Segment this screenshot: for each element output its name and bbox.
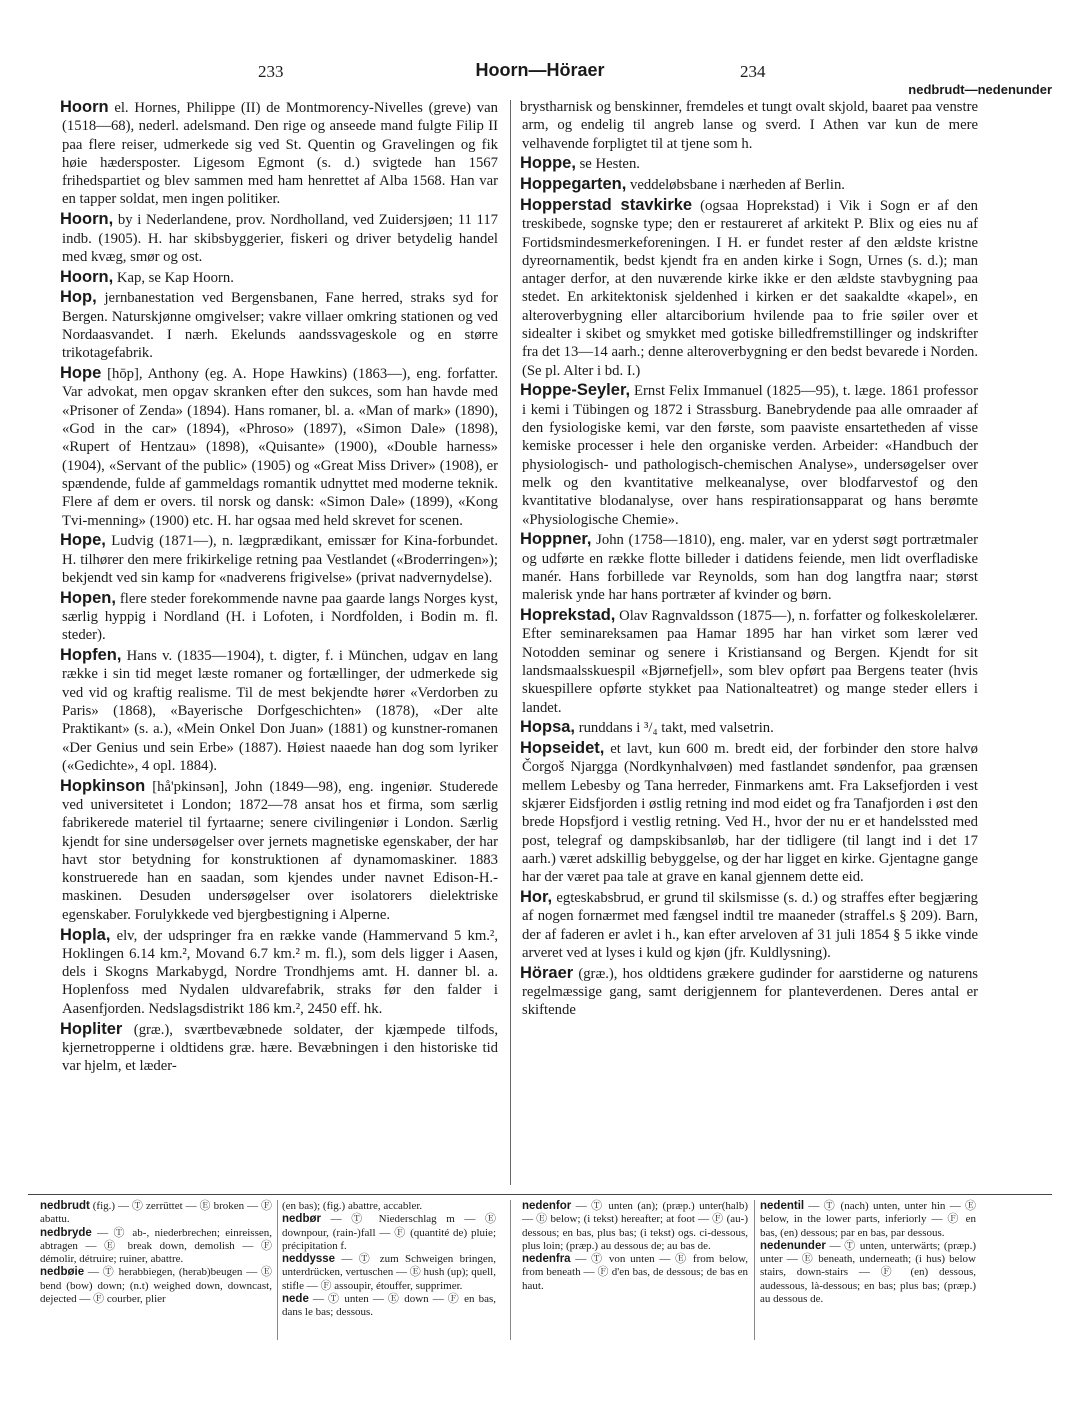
entry-headword: Hoppegarten, [520, 175, 627, 194]
entry-text: brystharnisk og benskinner, fremdeles et tungt ovalt skjold, baaret paa venstre arm, og endelig til angreb lanse og sverd. I Athen var kun de mere velhavende forpligtet til at tjene som h. [520, 99, 978, 152]
entry-text: Kap, se Kap Hoorn. [116, 269, 234, 286]
page-header [0, 60, 1080, 97]
dictionary-entry [62, 364, 498, 530]
glossary-entry [282, 1253, 496, 1293]
entry-text: Hans v. (1835—1904), t. digter, f. i München, udgav en lang række i sin tid meget læste romaner og fortællinger, der udmerkede sig ved vid og kraftig realisme. Til de mest bekjendte hører «Verdorben zu Paris» (1868), «Bayerische Dorfgeschichten» (1878), «Der alte Praktikant» (s. a.), «Mein Onkel Don Juan» (1881) og kunstner-romanen «Der Genius und sein Erbe» (1887). Høiest naaede han dog som lyriker («Gedichte», 4 opl. 1884). [62, 648, 498, 774]
dictionary-entry [522, 98, 978, 153]
dictionary-entry [62, 589, 498, 645]
dictionary-entry [522, 739, 978, 886]
glossary-divider [510, 1200, 511, 1340]
glossary-translation: — Ⓣ unten — Ⓔ down — Ⓕ en bas, dans le bas; dessous. [282, 1293, 496, 1319]
entry-headword: Höraer [520, 963, 574, 982]
glossary-translation: — Ⓣ herabbiegen, (herab)beugen — Ⓔ bend (bow) down; (n.t) weighed down, downcast, dejected — Ⓕ courber, plier [40, 1266, 272, 1306]
entry-headword: Hoppe, [520, 154, 576, 173]
entry-text: (græ.), hos oldtidens grækere gudinder for aarstiderne og naturens regelmæssige gang, samt derigjennem for planteverdenen. Deres antal er skiftende [522, 965, 979, 1019]
entry-headword: Hopkinson [60, 776, 146, 795]
entry-text: (græ.), sværtbevæbnede soldater, der kjæmpede tilfods, kjernetropperne i oldtidens græ. hære. Bevæbningen i den historiske tid var hjelm, et læder- [62, 1021, 499, 1075]
glossary-translation: — Ⓣ (nach) unten, unter hin — Ⓔ below, in the lower parts, inferiorly — Ⓕ en bas, (en) dessous; par en bas, par dessous. [760, 1200, 977, 1239]
entry-text: Ludvig (1871—), n. lægprædikant, emissær for Kina-forbundet. H. tilhører den mere frikirkelige retning paa Vestlandet («Broderringen»); bekjendt ved sin kamp for «nadverens frigivelse» (privat nadvernydelse). [62, 533, 499, 586]
glossary-word: neddysse [282, 1253, 336, 1266]
entry-headword: Hopla, [60, 925, 111, 944]
dictionary-entry [62, 926, 498, 1018]
page-number-right: 234 [740, 62, 766, 81]
entry-text: [hå'pkinsən], John (1849—98), eng. ingeniør. Studerede ved universitetet i London; 1872—78 ansat hos et firma, som særlig fabrikerede materiel til fyrtaarne; senere civilingeniør i London. Særlig kjendt for sine undersøgelser over jernets magnetiske egenskaber, der har havt stor betydning for konstruktionen af dynamomaskiner. 1883 konstruerede han en saadan, som kjendes under navnet Edison-H.-maskinen. Desuden undersøgelser over isolatorers dielektriske egenskaber. Forulykkede ved bjergbestigning i Alperne. [62, 778, 498, 923]
entry-headword: Hoorn [60, 98, 109, 116]
glossary-translation: — Ⓣ unten, unterwärts; (præp.) unter — Ⓔ beneath, underneath; (i hus) below stairs, down-stairs — Ⓕ (en) dessous, audessous, là-dessous; en bas; plus bas; (præp.) au dessous de. [760, 1239, 977, 1306]
footer-rule [28, 1194, 1052, 1195]
glossary-word: nedenfra [522, 1253, 571, 1266]
right-column [522, 98, 978, 1021]
glossary-word: nede [282, 1293, 309, 1306]
entry-text: elv, der udspringer fra en række vande (Hammervand 5 km.², Hoklingen 6.14 km.², Movand 6.7 km.² m. fl.), som dels ligger i Aasen, dels i Skogns Markabygd, Nordre Trondhjems amt. H. danner bl. a. Hoplenfoss med Nydalen uldvarefabrik, straks før den falder i Aasenfjorden. Nedslagsdistrikt 186 km.², 2450 eff. hk. [62, 927, 498, 1017]
glossary-word: nedbrudt [40, 1200, 90, 1212]
entry-text: runddans i ³/₄ takt, med valsetrin. [578, 720, 774, 737]
glossary-translation: — Ⓣ von unten — Ⓔ from below, from beneath — Ⓕ d'en bas, de dessous; de bas en haut. [522, 1253, 749, 1292]
dictionary-entry [522, 196, 978, 380]
dictionary-entry [522, 154, 978, 173]
glossary-entry [760, 1240, 976, 1306]
glossary-word: nedenunder [760, 1239, 826, 1252]
entry-text: se Hesten. [579, 156, 640, 173]
glossary-entry [522, 1200, 748, 1253]
glossary-translation: (en bas); (fig.) abattre, accabler. [282, 1200, 423, 1212]
dictionary-entry [62, 646, 498, 775]
glossary-entry [40, 1200, 272, 1227]
dictionary-entry [62, 210, 498, 266]
dictionary-entry [522, 718, 978, 737]
entry-text: et lavt, kun 600 m. bredt eid, der forbinder den store halvø Čorgoš Njargga (Nordkynhalvøen) med fastlandet søndenfor, paa grænsen mellem Lebesby og Tana herreder, Finmarkens amt. Fra Laksefjorden i vest skjærer Eidsfjorden i østlig retning ind mod eidet og fra Tanafjorden i øst den brede Hopsfjord i vestlig retning. Ved H., hvor der nu er et handelssted med post, telegraf og dampskibsanløb, har der tidligere (til langt ind i det 17 aarh.) været adskillig bebyggelse, og der har ligget en kirke. Gjentagne gange har der været paa tale at grave en kanal gjennem dette eid. [522, 741, 978, 886]
glossary-column-1 [40, 1200, 272, 1306]
glossary-divider [754, 1200, 755, 1340]
glossary-translation: — Ⓣ Niederschlag m — Ⓔ downpour, (rain-)fall — Ⓕ (quantité de) pluie; précipitation f. [282, 1213, 497, 1252]
entry-headword: Hoorn, [60, 267, 114, 286]
entry-headword: Hoppe-Seyler, [520, 381, 631, 400]
page-number-left: 233 [258, 62, 284, 81]
glossary-translation: — Ⓣ unten (an); (præp.) unter(halb) — Ⓔ below; (i tekst) hereafter; at foot — Ⓕ (au-) dessous; en bas, plus bas; (i tekst) ogs. ci-dessous, plus loin; (præp.) au dessous de; au bas de. [522, 1200, 748, 1252]
dictionary-entry [522, 888, 978, 962]
glossary-translation: (fig.) — Ⓣ zerrüttet — Ⓔ broken — Ⓕ abattu. [40, 1200, 273, 1226]
entry-text: Olav Ragnvaldsson (1875—), n. forfatter og folkeskolelærer. Efter seminareksamen paa Hamar 1895 har han virket som lærer ved Notodden seminar og senere i Kristiansand og Bergen. Kjendt for sit landsmaalsskuespil «Bjørnefjell», som blev opført paa Bergens teater (hvis skuespillere opførte stykket paa Nationalteatret) og mange steder ellers i landet. [522, 608, 978, 716]
dictionary-entry [62, 268, 498, 287]
glossary-translation: — Ⓣ ab-, niederbrechen; einreissen, abtragen — Ⓔ break down, demolish — Ⓕ démolir, détruire; ruiner, abattre. [40, 1226, 272, 1266]
entry-headword: Hopfen, [60, 646, 122, 665]
entry-text: [hōp], Anthony (eg. A. Hope Hawkins) (1863—), eng. forfatter. Var advokat, men opgav skranken efter den sukces, som han havde med «Prisoner of Zenda» (1894). Hans romaner, bl. a. «Man of mark» (1890), «God in the car» (1894), «Phroso» (1897), «Simon Dale» (1898), «Rupert of Hentzau» (1898), «Quisante» (1900), «Double harness» (1904), «Servant of the public» (1905) og «Great Miss Driver» (1908), er spændende, fulde af gammeldags romantik udnyttet med moderne teknik. Flere af dem er overs. til norsk og dansk: «Simon Dale» (1899), «Kong Tvi-menning» (1900) etc. H. har ogsaa med held skrevet for scenen. [62, 366, 499, 529]
entry-headword: Hoprekstad, [520, 606, 616, 625]
entry-headword: Hopseidet, [520, 739, 605, 758]
glossary-word: nedentil [760, 1200, 805, 1212]
entry-text: jernbanestation ved Bergensbanen, Fane herred, straks syd for Bergen. Naturskjønne omgivelser; vakre villaer omkring stationen og ved Nordaasvandet. I nærh. Ekelunds aandssvageskole og en større trikotagefabrik. [62, 290, 499, 362]
entry-text: el. Hornes, Philippe (II) de Montmorency-Nivelles (greve) van (1518—68), nederl. adelsmand. Den rige og anseede mand fulgte Filip II paa flere reiser, udmerkede sig ved St. Quentin og Gravelingen og fik høie hædersposter. Ligesom Egmont (s. d.) svigtede han 1567 frihedspartiet og blev sammen med ham henrettet af Alba 1568. Han var en tapper soldat, men ingen politiker. [62, 100, 498, 208]
dictionary-entry [62, 777, 498, 924]
entry-headword: Hopliter [60, 1019, 123, 1038]
glossary-word: nedenfor [522, 1200, 572, 1212]
dictionary-entry [522, 381, 978, 528]
entry-headword: Hope, [60, 531, 106, 550]
entry-text: flere steder forekommende navne paa gaarde langs Norges kyst, særlig hyppig i Nordland (H. i Lofoten, i Nordfolden, i Bodin m. fl. steder). [62, 590, 498, 644]
glossary-entry [522, 1253, 748, 1293]
entry-headword: Hoorn, [60, 210, 114, 229]
glossary-entry [282, 1213, 496, 1253]
entry-headword: Hoppner, [520, 530, 592, 549]
glossary-word: nedbøie [40, 1266, 85, 1279]
glossary-column-4 [760, 1200, 976, 1306]
column-divider [510, 100, 511, 1185]
entry-text: by i Nederlandene, prov. Nordholland, ved Zuidersjøen; 11 117 indb. (1905). H. har skibsbyggerier, fiskeri og driver betydelig handel med kvæg, smør og ost. [62, 212, 499, 265]
glossary-divider [277, 1200, 278, 1340]
entry-text: veddeløbsbane i nærheden af Berlin. [630, 177, 845, 194]
glossary-entry [282, 1200, 496, 1213]
entry-headword: Hor, [520, 887, 553, 906]
glossary-entry [40, 1266, 272, 1306]
glossary-column-2 [282, 1200, 496, 1320]
glossary-translation: — Ⓣ zum Schweigen bringen, unterdrücken, vertuschen — Ⓔ hush (up); quell, stifle — Ⓕ assoupir, étouffer, supprimer. [282, 1253, 496, 1292]
dictionary-entry [62, 531, 498, 587]
entry-headword: Hopen, [60, 588, 116, 607]
entry-headword: Hope [60, 364, 102, 383]
dictionary-entry [62, 1020, 498, 1076]
dictionary-entry [62, 98, 498, 209]
dictionary-entry [522, 175, 978, 194]
left-column [62, 98, 498, 1077]
entry-text: (ogsaa Hoprekstad) i Vik i Sogn er af den treskibede, sognske type; den er restaureret af arkitekt P. Blix og eies nu af Fortidsmindesmerkeforeningen. I H. er fundet rester af den ældste kristne dyreornamentik, bedst kjendt fra en anden kirke i Sogn, Urnes (s. d.); man antager derfor, at den nuværende kirke ikke er den ældste stavbygning paa stedet. En arkitektonisk sjeldenhed i kirken er det saakaldte «kapel», en alteroverbygning eller altarciborium hvilende paa to frie søiler over et sidealter i skibet og smykket med gotiske billedfremstillinger og indskrifter fra det 13—14 aarh.; denne alteroverbygning er den bedst bevarede i Norden. (Se pl. Alter i bd. I.) [522, 197, 979, 379]
glossary-entry [282, 1293, 496, 1320]
dictionary-entry [62, 288, 498, 362]
glossary-entry [760, 1200, 976, 1240]
entry-text: egteskabsbrud, er grund til skilsmisse (s. d.) og straffes efter begjæring af nogen fornærmet med fængsel indtil tre maaneder (straffel.s § 209). Barn, der af faderen er avlet i h., kan efter arveloven af 31 juli 1854 § 5 ikke vinde arveret ved at lyses i kuld og kjøn (jfr. Kuldlysning). [522, 889, 979, 961]
dictionary-entry [522, 530, 978, 604]
running-title: Hoorn—Höraer [475, 60, 605, 80]
glossary-word: nedbør [282, 1213, 321, 1226]
entry-headword: Hopsa, [520, 718, 576, 737]
dictionary-entry [522, 964, 978, 1020]
glossary-word: nedbryde [40, 1226, 92, 1239]
entry-headword: Hop, [60, 288, 97, 307]
entry-text: Ernst Felix Immanuel (1825—95), t. læge. 1861 professor i kemi i Tübingen og 1872 i Strassburg. Banebrydende paa alle omraader af den fysiologiske kemi, var den første, som paaviste ensartetheden af visse kemiske processer i hele den organiske verden. Arbeider: «Handbuch der physiologisch- und pathologisch-chemischen Analyse», undersøgelser over melk og den kvantitative melkeanalyse, over blodfarvestof og den kvantitative blodanalyse, over hans respirationsapparat og hans berømte «Physiologische Chemie». [522, 383, 979, 528]
glossary-column-3 [522, 1200, 748, 1293]
entry-headword: Hopperstad stavkirke [520, 195, 693, 214]
entry-text: John (1758—1810), eng. maler, var en yderst søgt portrætmaler og udførte en række flotte billeder i datidens feiende, men lidt overfladiske manér. Hans forbillede var Reynolds, som han dog langtfra naar; størst malerisk ynde har hans portræter af kvinder og børn. [522, 532, 979, 604]
glossary-entry [40, 1227, 272, 1267]
dictionary-entry [522, 606, 978, 717]
guide-word: nedbrudt—nedenunder [908, 82, 1052, 97]
